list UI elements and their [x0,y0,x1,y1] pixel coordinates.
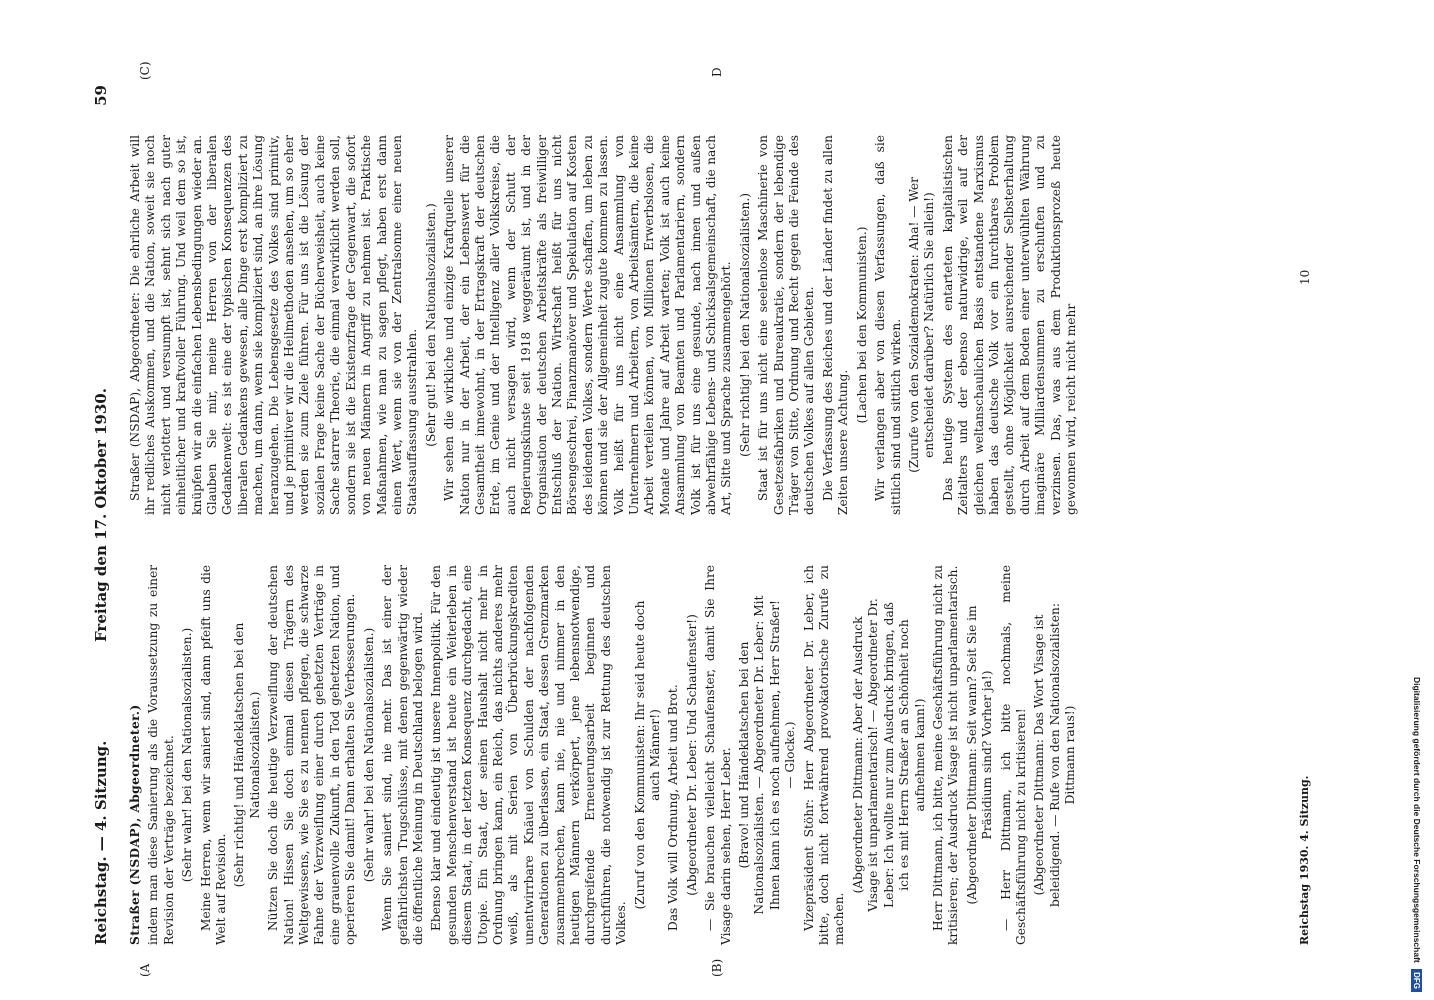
paragraph: Herr Dittmann, ich bitte, meine Geschäftsführung nicht zu kritisieren; der Ausdruck Visage ist nicht unparlamentarisch. [930,565,961,945]
margin-mark-c: (C) [138,61,152,80]
paragraph: Ebenso klar und eindeutig ist unsere Innenpolitik. Für den gesunden Menschenverstand ist heute ein Weiterleben in diesem Staat, in der letzten Konsequenz durchgedacht, eine Utopie. Ein Staat, der seinen Haushalt nicht mehr in Ordnung bringen kann, ein Reich, das nichts anderes mehr weiß, als mit Serien von Überbrückungskrediten unentwirrbare Knäuel von Schulden der nachfolgenden Generationen zu überlassen, ein Staat, dessen Grenzmarken zusammenbrechen, kann nie, nie und nimmer in den heutigen Männern verkörpert, jene lebensnotwendige, durchgreifende Erneuerungsarbeit beginnen und durchführen, die notwendig ist zur Rettung des deutschen Volkes. [429,565,629,945]
footer-signature: 10 [1298,269,1312,285]
paragraph: Die Verfassung des Reiches und der Länder findet zu allen Zeiten unsere Achtung. [820,135,851,515]
interjection: (Bravo! und Händeklatschen bei den Nationalsozialisten. — Abgeordneter Dr. Leber: Mit Ihnen kann ich es noch aufnehmen, Herr Straßer! — Glocke.) [737,595,798,915]
paragraph: — Herr Dittmann, ich bitte nochmals, meine Geschäftsführung nicht zu kritisieren! [998,565,1028,945]
paragraph: Das Volk will Ordnung, Arbeit und Brot. [666,684,681,931]
paragraph: Straßer (NSDAP), Abgeordneter: Die ehrliche Arbeit will ihr redliches Auskommen, und die Nation, soweit sie noch nicht verlottert und versumpft ist, sehnt sich nach guter einheitlicher und kraftvoller Führung. Und weil dem so ist, knüpfen wir an die einfachen Lebensbedingungen wieder an. Glauben Sie mir, meine Herren von der liberalen Gedankenwelt: es ist eine der typischen Konsequenzen des liberalen Gedankens gewesen, alle Dinge erst kompliziert zu machen, um dann, wenn sie kompliziert sind, an ihre Lösung heranzugehen. Die Lebensgesetze des Volkes sind primitiv, und je primitiver wir die Heilmethoden ansehen, um so eher werden sie zum Ziele führen. Für uns ist die Lösung der sozialen Frage keine Sache der Bücherweisheit, auch keine Sache starrer Theorie, die einmal verwirklicht werden soll, sondern sie ist die Existenzfrage der Gegenwart, die sofort von neuen Männern in Angriff zu nehmen ist. Praktische Maßnahmen, wie man zu sagen pflegt, haben erst dann einen Wert, wenn sie von der Zentralsonne einer neuen Staatsauffassung ausstrahlen. [128,135,420,515]
page-number: 59 [92,85,110,106]
interjection: (Zuruf von den Kommunisten: Ihr seid heute doch auch Männer!) [632,600,662,910]
interjection: (Sehr richtig! und Händeklatschen bei den Nationalsozialisten.) [232,622,262,888]
margin-mark-d: D [710,67,724,77]
paragraph: Wenn Sie saniert sind, nie mehr. Das ist einer der gefährlichsten Trugschlüsse, mit denen gegenwärtig wieder die öffentliche Meinung in Deutschland belogen wird. [380,565,425,945]
margin-mark-b: (B) [710,958,724,977]
interjection: (Sehr gut! bei den Nationalsozialisten.) [423,203,438,447]
margin-mark-a: (A [138,963,152,977]
paragraph: Wir sehen die wirkliche und einzige Kraftquelle unserer Nation nur in der Arbeit, der ein Lebenswert für die Gesamtheit innewohnt, in der Ertragskraft der deutschen Erde, im Genie und der Intelligenz aller Volkskreise, die auch nicht versagen wird, wenn der Schutt der Regierungskünste seit 1918 weggeräumt ist, und in der Organisation der deutschen Arbeitskräfte als freiwilliger Entschluß der Nation. Wirtschaft heißt für uns nicht Börsengeschrei, Finanzmanöver und Spekulation auf Kosten des leidenden Volkes, sondern Werte schaffen, um leben zu können und sie der Allgemeinheit zugute kommen zu lassen. Volk heißt für uns nicht eine Ansammlung von Unternehmern und Arbeitern, von Arbeitsämtern, die keine Arbeit verteilen können, von Millionen Erwerbslosen, die Monate und Jahre auf Arbeit warten; Volk ist auch keine Ansammlung von Beamten und Parlamentariern, sondern Volk ist für uns eine gesunde, nach innen und außen abwehrfähige Lebens- und Schicksalsgemeinschaft, die nach Art, Sitte und Sprache zusammengehört. [442,135,734,515]
paragraph: Vizepräsident Stöhr: Herr Abgeordneter Dr. Leber, ich bitte, doch nicht fortwährend provokatorische Zurufe zu machen. [801,565,847,945]
paragraph: indem man diese Sanierung als die Voraussetzung zu einer Revision der Verträge bezeichnet. [146,565,176,945]
reichstag-protocol-page [80,45,1330,985]
header-date: Freitag den 17. Oktober 1930. [92,388,110,642]
paragraph: Das heutige System des entarteten kapitalistischen Zeitalters und der ebenso naturwidrige, weil auf der gleichen weltanschaulichen Basis entstandene Marxismus haben das deutsche Volk vor ein furchtbares Problem gestellt, ohne Möglichkeit ausreichender Selbsterhaltung durch Arbeit auf dem Boden einer unterwühlten Währung imaginäre Milliardensummen zu erschuften und zu verzinsen. Das, was aus dem Produktionsprozeß heute gewonnen wird, reicht nicht mehr [940,135,1078,515]
interjection: (Sehr richtig! bei den Nationalsozialisten.) [737,192,752,458]
interjection: (Sehr wahr! bei den Nationalsozialisten.) [180,627,195,883]
interjection: (Zurufe von den Sozialdemokraten: Aha! — Wer entscheidet darüber? Natürlich Sie allein!) [906,177,937,473]
header-session: Reichstag. — 4. Sitzung. [92,740,110,945]
text-column-right [128,135,1278,515]
speaker-line: Straßer (NSDAP), Abgeordneter.) [128,704,142,945]
interjection: (Abgeordneter Dr. Leber: Und Schaufenster!) [684,614,699,896]
text-column-left [128,565,1278,945]
paragraph: Staat ist für uns nicht eine seelenlose Maschinerie von Gesetzesfabriken und Bureaukratie, sondern der lebendige Träger von Sitte, Ordnung und Recht gegen die Feinde des deutschen Volkes auf allen Gebieten. [756,135,817,515]
credit-text: Digitalisierung gefördert durch die Deutsche Forschungsgemeinschaft [1412,676,1422,963]
interjection: (Sehr wahr! bei den Nationalsozialisten.) [361,627,376,883]
page-header [88,85,118,945]
paragraph: Nützen Sie doch die heutige Verzweiflung der deutschen Nation! Hissen Sie doch einmal diesen Trägern des Weltgewissens, wie Sie es zu nennen pflegen, die schwarze Fahne der Verzweiflung einer durch gehetzten Verträge in eine grauenvolle Zukunft, in den Tod gehetzten Nation, und operieren Sie damit! Dann erhalten Sie Verbesserungen. [266,565,358,945]
paragraph: Wir verlangen aber von diesen Verfassungen, daß sie sittlich sind und sittlich wirken. [873,135,903,515]
dfg-logo: DFG [1411,969,1422,992]
footer-session-note: Reichstag 1930. 4. Sitzung. [1298,775,1311,945]
interjection: (Lachen bei den Kommunisten.) [854,226,869,424]
interjection: (Abgeordneter Dittmann: Aber der Ausdruck Visage ist unparlamentarisch! — Abgeordneter Dr. Leber: Ich wollte nur zum Ausdruck bringen, daß ich es mit Herrn Straßer an Schönheit noch aufnehmen kann!) [850,598,927,912]
interjection: (Abgeordneter Dittmann: Das Wort Visage ist beleidigend. — Rufe von den Nationalsozialisten: Dittmann raus!) [1032,603,1078,907]
interjection: (Abgeordneter Dittmann: Seit wann? Seit Sie im Präsidium sind? Vorher ja!) [964,605,995,905]
digitization-credit [1412,8,1432,992]
paragraph: — Sie brauchen vielleicht Schaufenster, damit Sie Ihre Visage darin sehen, Herr Leber. [703,565,733,945]
paragraph: Meine Herren, wenn wir saniert sind, dann pfeift uns die Welt auf Revision. [198,565,229,945]
